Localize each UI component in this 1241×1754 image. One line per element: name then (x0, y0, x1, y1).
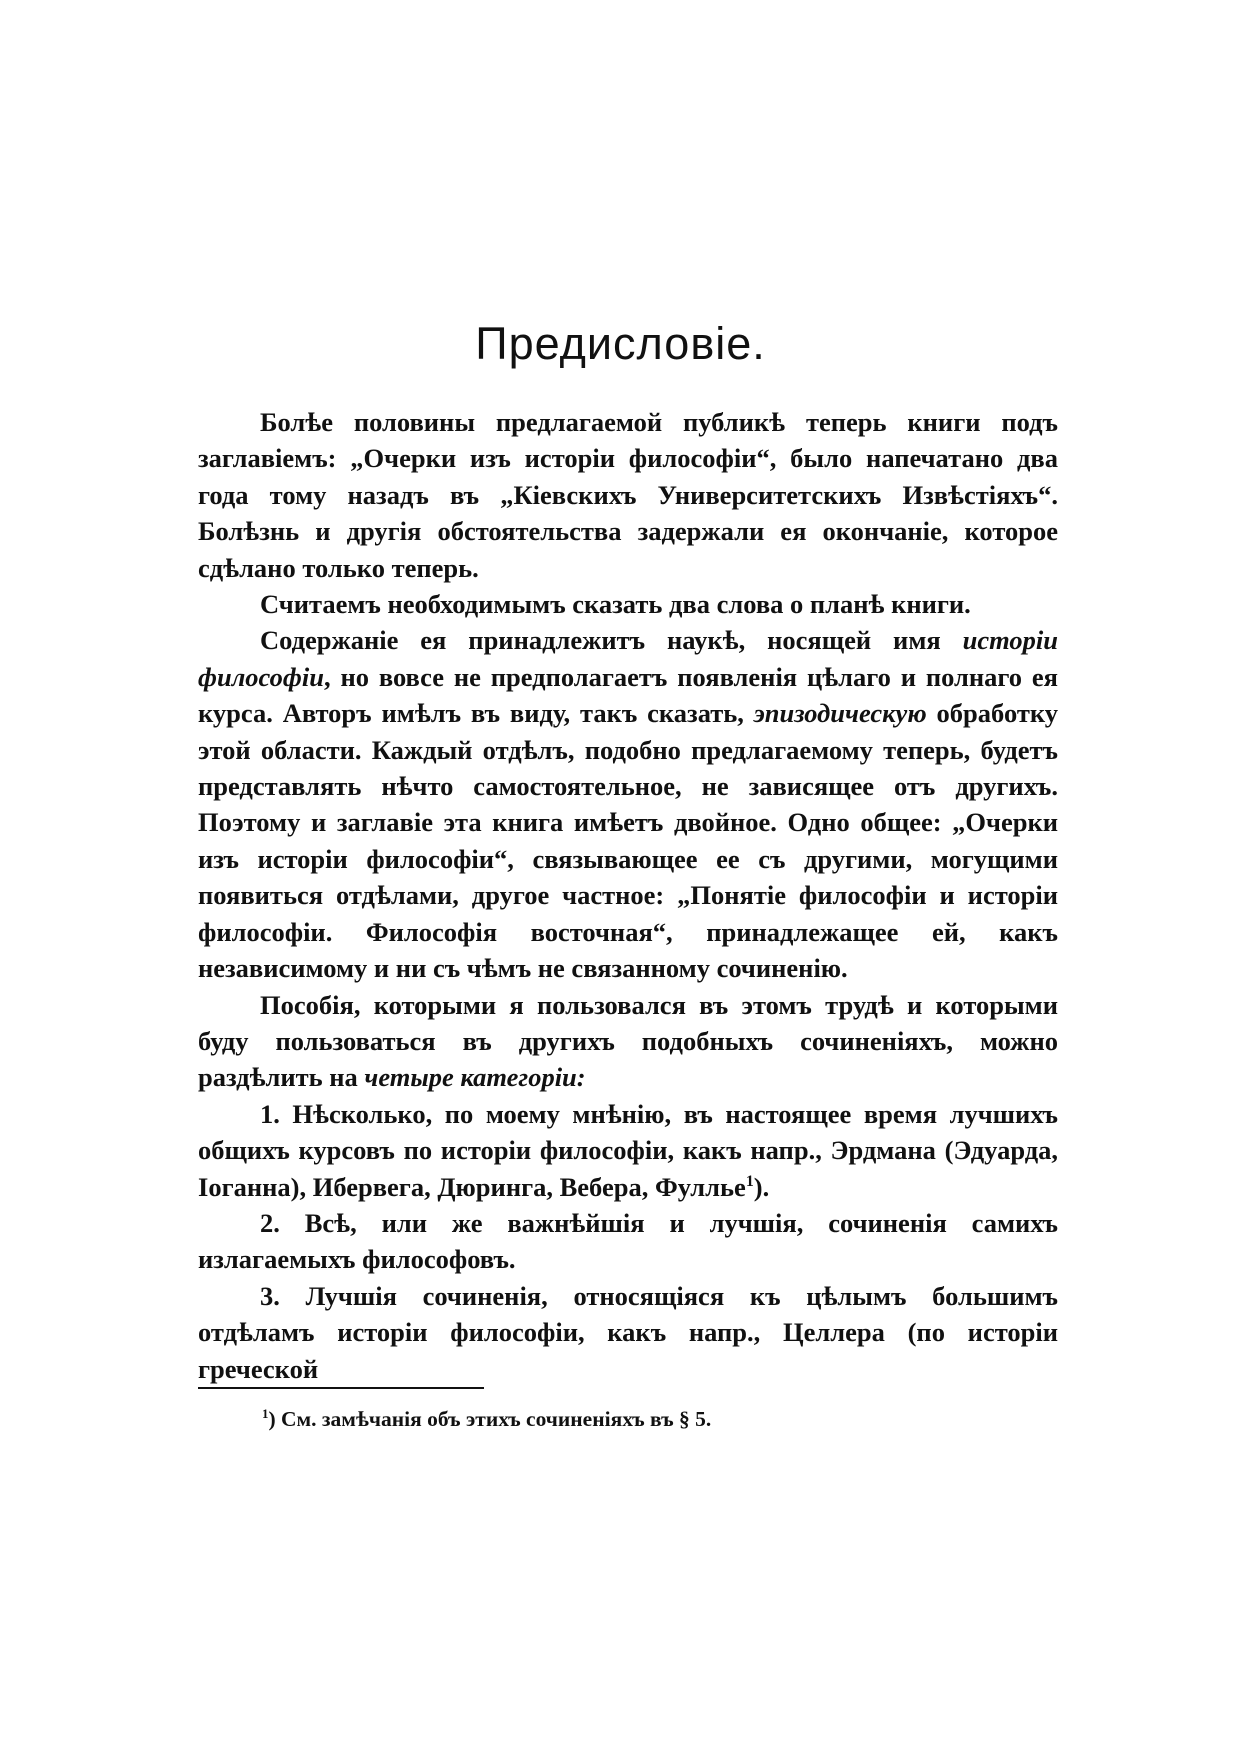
paragraph-item-2: 2. Всѣ, или же важнѣйшія и лучшія, сочиненія самихъ излагаемыхъ философовъ. (198, 1207, 1058, 1275)
footnote-reference: 1 (745, 1172, 754, 1190)
paragraph-item-1-text: 1. Нѣсколько, по моему мнѣнію, въ настоящее время лучшихъ общихъ курсовъ по исторіи философіи, какъ напр., Эрдмана (Эдуарда, Іоганна), Ибервега, Дюринга, Вебера, Фуллье (198, 1098, 1058, 1202)
paragraph-intro: Болѣе половины предлагаемой публикѣ теперь книги подъ заглавіемъ: „Очерки изъ исторіи философіи“, было напечатано два года тому назадъ въ „Кіевскихъ Университетскихъ Извѣстіяхъ“. Болѣзнь и другія обстоятельства задержали ея окончаніе, которое сдѣлано только теперь. (198, 407, 1058, 583)
footnote (262, 1404, 1022, 1434)
paragraph-sources-emphasis: четыре категоріи: (364, 1062, 586, 1093)
paragraph-item-1-end: ). (753, 1171, 770, 1202)
paragraph-content (198, 622, 1058, 986)
page-title: Предисловіе. (475, 318, 766, 369)
paragraph-content-part-b: , но вовсе не предполагаетъ появленія цѣлаго и полнаго ея курса. Авторъ имѣлъ въ виду, такъ сказать, (198, 661, 1058, 729)
paragraph-content-part-a: Содержаніе ея принадлежитъ наукѣ, носящей имя (260, 625, 963, 656)
footnote-marker: 1 (262, 1406, 269, 1421)
paragraph-content-part-c: обработку этой области. Каждый отдѣлъ, подобно предлагаемому теперь, будетъ представлять нѣчто самостоятельное, не зависящее отъ другихъ. Поэтому и заглавіе эта книга имѣетъ двойное. Одно общее: „Очерки изъ исторіи философіи“, связывающее ее съ другими, могущими появиться отдѣлами, другое частное: „Понятіе философіи и исторіи философіи. Философія восточная“, принадлежащее ей, какъ независимому и ни съ чѣмъ не связанному сочиненію. (198, 698, 1059, 984)
paragraph-plan: Считаемъ необходимымъ сказать два слова о планѣ книги. (260, 589, 971, 620)
paragraph-item-1 (198, 1096, 1058, 1205)
body-text (198, 404, 1058, 1387)
paragraph-item-3: 3. Лучшія сочиненія, относящіяся къ цѣлымъ большимъ отдѣламъ исторіи философіи, какъ напр., Целлера (по исторіи греческой (198, 1280, 1058, 1384)
paragraph-content-emphasis-b: эпизодическую (753, 698, 927, 729)
footnote-text: ) См. замѣчанія объ этихъ сочиненіяхъ въ § 5. (268, 1407, 712, 1431)
footnote-divider (198, 1387, 484, 1389)
paragraph-sources-text: Пособія, которыми я пользовался въ этомъ трудѣ и которыми буду пользоваться въ другихъ подобныхъ сочиненіяхъ, можно раздѣлить на (198, 989, 1058, 1093)
paragraph-sources (198, 987, 1058, 1096)
paragraph-content-emphasis-a: исторіи философіи (198, 625, 1058, 692)
